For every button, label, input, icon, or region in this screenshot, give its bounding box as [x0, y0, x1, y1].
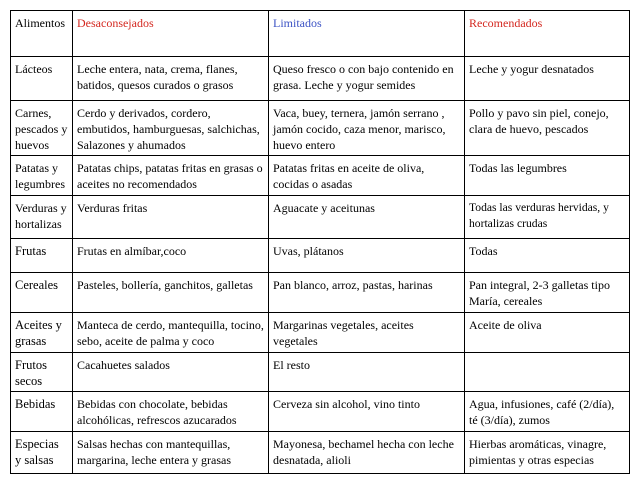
- row-category: Especias y salsas: [11, 432, 73, 474]
- header-row: [11, 11, 630, 57]
- cell-desaconsejados: Bebidas con chocolate, bebidas alcohólicas, refrescos azucarados: [73, 392, 269, 432]
- table-row: [11, 353, 630, 392]
- cell-limitados: Margarinas vegetales, aceites vegetales: [269, 313, 465, 353]
- column-header-desaconsejados: Desaconsejados: [73, 11, 269, 57]
- cell-desaconsejados: Salsas hechas con mantequillas, margarina, leche entera y grasas: [73, 432, 269, 474]
- cell-recomendados: Pollo y pavo sin piel, conejo, clara de huevo, pescados: [465, 101, 630, 156]
- cell-recomendados: Todas: [465, 239, 630, 273]
- cell-limitados: Vaca, buey, ternera, jamón serrano , jamón cocido, caza menor, marisco, huevo entero: [269, 101, 465, 156]
- row-category: Cereales: [11, 273, 73, 313]
- row-category: Verduras y hortalizas: [11, 196, 73, 239]
- cell-desaconsejados: Frutas en almíbar,coco: [73, 239, 269, 273]
- cell-limitados: Aguacate y aceitunas: [269, 196, 465, 239]
- cell-recomendados: Aceite de oliva: [465, 313, 630, 353]
- table-row: [11, 196, 630, 239]
- table-row: [11, 392, 630, 432]
- table-row: [11, 239, 630, 273]
- cell-recomendados: Agua, infusiones, café (2/día), té (3/día), zumos: [465, 392, 630, 432]
- corner-label: Alimentos: [11, 11, 73, 57]
- cell-limitados: Cerveza sin alcohol, vino tinto: [269, 392, 465, 432]
- cell-recomendados: Leche y yogur desnatados: [465, 57, 630, 101]
- row-category: Patatas y legumbres: [11, 156, 73, 196]
- cell-limitados: Uvas, plátanos: [269, 239, 465, 273]
- cell-recomendados: Todas las legumbres: [465, 156, 630, 196]
- table-container: [10, 10, 630, 474]
- cell-desaconsejados: Leche entera, nata, crema, flanes, batidos, quesos curados o grasos: [73, 57, 269, 101]
- row-category: Lácteos: [11, 57, 73, 101]
- cell-recomendados: Hierbas aromáticas, vinagre, pimientas y otras especias: [465, 432, 630, 474]
- cell-recomendados: Todas las verduras hervidas, y hortalizas crudas: [465, 196, 630, 239]
- cell-desaconsejados: Manteca de cerdo, mantequilla, tocino, sebo, aceite de palma y coco: [73, 313, 269, 353]
- row-category: Carnes, pescados y huevos: [11, 101, 73, 156]
- cell-desaconsejados: Cerdo y derivados, cordero, embutidos, hamburguesas, salchichas, Salazones y ahumados: [73, 101, 269, 156]
- table-row: [11, 313, 630, 353]
- cell-desaconsejados: Verduras fritas: [73, 196, 269, 239]
- table-row: [11, 156, 630, 196]
- cell-limitados: El resto: [269, 353, 465, 392]
- table-row: [11, 101, 630, 156]
- table-row: [11, 57, 630, 101]
- cell-recomendados: [465, 353, 630, 392]
- column-header-recomendados: Recomendados: [465, 11, 630, 57]
- table-row: [11, 432, 630, 474]
- food-recommendation-table: [10, 10, 630, 474]
- cell-desaconsejados: Cacahuetes salados: [73, 353, 269, 392]
- table-row: [11, 273, 630, 313]
- row-category: Bebidas: [11, 392, 73, 432]
- cell-limitados: Queso fresco o con bajo contenido en grasa. Leche y yogur semides: [269, 57, 465, 101]
- row-category: Aceites y grasas: [11, 313, 73, 353]
- cell-desaconsejados: Patatas chips, patatas fritas en grasas o aceites no recomendados: [73, 156, 269, 196]
- cell-limitados: Patatas fritas en aceite de oliva, cocidas o asadas: [269, 156, 465, 196]
- row-category: Frutas: [11, 239, 73, 273]
- cell-recomendados: Pan integral, 2-3 galletas tipo María, cereales: [465, 273, 630, 313]
- column-header-limitados: Limitados: [269, 11, 465, 57]
- cell-limitados: Mayonesa, bechamel hecha con leche desnatada, alioli: [269, 432, 465, 474]
- cell-desaconsejados: Pasteles, bollería, ganchitos, galletas: [73, 273, 269, 313]
- row-category: Frutos secos: [11, 353, 73, 392]
- cell-limitados: Pan blanco, arroz, pastas, harinas: [269, 273, 465, 313]
